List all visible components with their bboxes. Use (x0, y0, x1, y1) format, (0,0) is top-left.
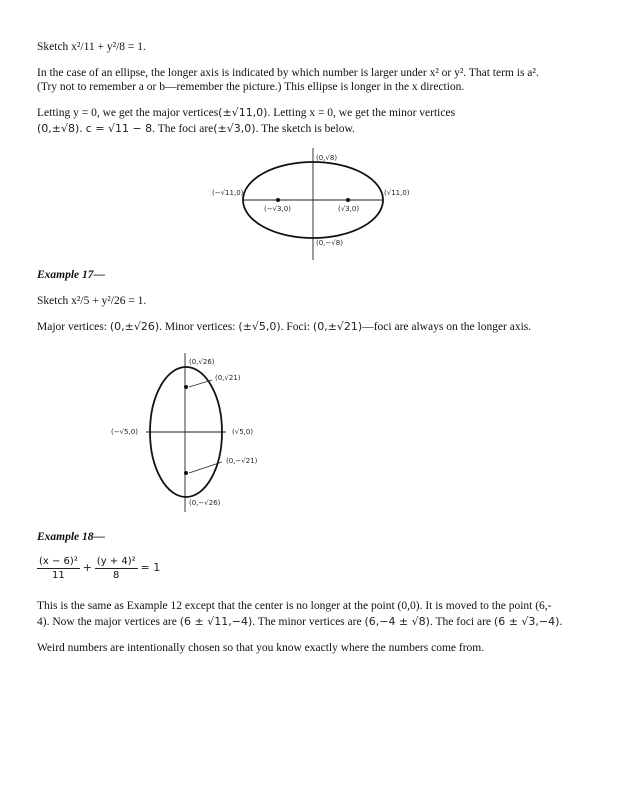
text-span: . Foci: (280, 321, 311, 333)
label-focus-right: (√3,0) (338, 205, 360, 213)
text-span: Major vertices: (37, 321, 107, 333)
example-18-paragraph-line-2 (37, 615, 562, 629)
text-span: 4). Now the major vertices are (37, 616, 177, 628)
fraction-y-numerator: (y + 4)² (96, 556, 136, 567)
example-18-title: Example 18— (37, 531, 106, 543)
label-top-vertex: (0,√8) (316, 154, 338, 162)
label-focus-top: (0,√21) (215, 374, 241, 382)
c-formula-math: c = √11 − 8 (85, 122, 153, 135)
text-span: . (559, 616, 563, 628)
text-span: Letting y = 0, we get the major vertices (37, 107, 219, 119)
foci-math: (±√3,0) (213, 122, 256, 135)
ex18-major-vertices-math: (6 ± √11,−4) (179, 615, 253, 628)
minor-vertices-math: (0,±√8). (37, 122, 83, 135)
example-16-statement: Sketch x²/11 + y²/8 = 1. (37, 41, 146, 53)
plus-sign: + (82, 561, 92, 575)
example-18-paragraph-line-1: This is the same as Example 12 except that the center is no longer at the point (0,0). It is moved to the point (6,- (37, 600, 552, 612)
text-span: . Minor vertices: (159, 321, 236, 333)
ex17-minor-vertices-math: (±√5,0) (238, 320, 281, 333)
ex18-minor-vertices-math: (6,−4 ± √8) (364, 615, 430, 628)
text-span: . The foci are (152, 123, 214, 135)
ellipse-explanation-line-1: In the case of an ellipse, the longer axis is indicated by which number is larger under x² or y². That term is a². (37, 67, 539, 79)
ex17-major-vertices-math: (0,±√26) (109, 320, 160, 333)
focus-top-point (184, 385, 188, 389)
label-left-vertex: (−√5,0) (111, 428, 138, 436)
fraction-y-denominator: 8 (113, 570, 120, 581)
label-focus-left: (−√3,0) (264, 205, 291, 213)
ellipse-explanation-line-2: (Try not to remember a or b—remember the picture.) This ellipse is longer in the x direction. (37, 81, 465, 93)
major-vertices-math: (±√11,0) (218, 106, 268, 119)
label-top-vertex: (0,√26) (189, 358, 215, 366)
ex17-foci-math: (0,±√21) (312, 320, 363, 333)
label-bottom-vertex: (0,−√8) (316, 239, 343, 247)
label-left-vertex: (−√11,0) (212, 189, 244, 197)
closing-remark: Weird numbers are intentionally chosen so that you know exactly where the numbers come from. (37, 642, 485, 654)
text-span: . The minor vertices are (252, 616, 362, 628)
example-17-title: Example 17— (37, 269, 106, 281)
ex18-foci-math: (6 ± √3,−4) (493, 615, 560, 628)
text-span: —foci are always on the longer axis. (362, 321, 532, 333)
example-17-statement: Sketch x²/5 + y²/26 = 1. (37, 295, 147, 307)
fraction-x-numerator: (x − 6)² (39, 556, 78, 567)
text-span: . The foci are (429, 616, 492, 628)
label-right-vertex: (√11,0) (384, 189, 410, 197)
label-right-vertex: (√5,0) (232, 428, 254, 436)
text-span: . The sketch is below. (255, 123, 355, 135)
leader-focus-top (189, 380, 212, 387)
fraction-x (37, 555, 80, 582)
label-bottom-vertex: (0,−√26) (189, 499, 221, 507)
fraction-y (95, 555, 138, 582)
equals-one: = 1 (140, 561, 161, 575)
label-focus-bottom: (0,−√21) (226, 457, 258, 465)
fraction-x-denominator: 11 (52, 570, 65, 581)
focus-bottom-point (184, 471, 188, 475)
example-18-equation (37, 555, 160, 582)
text-span: . Letting x = 0, we get the minor vertices (267, 107, 456, 119)
